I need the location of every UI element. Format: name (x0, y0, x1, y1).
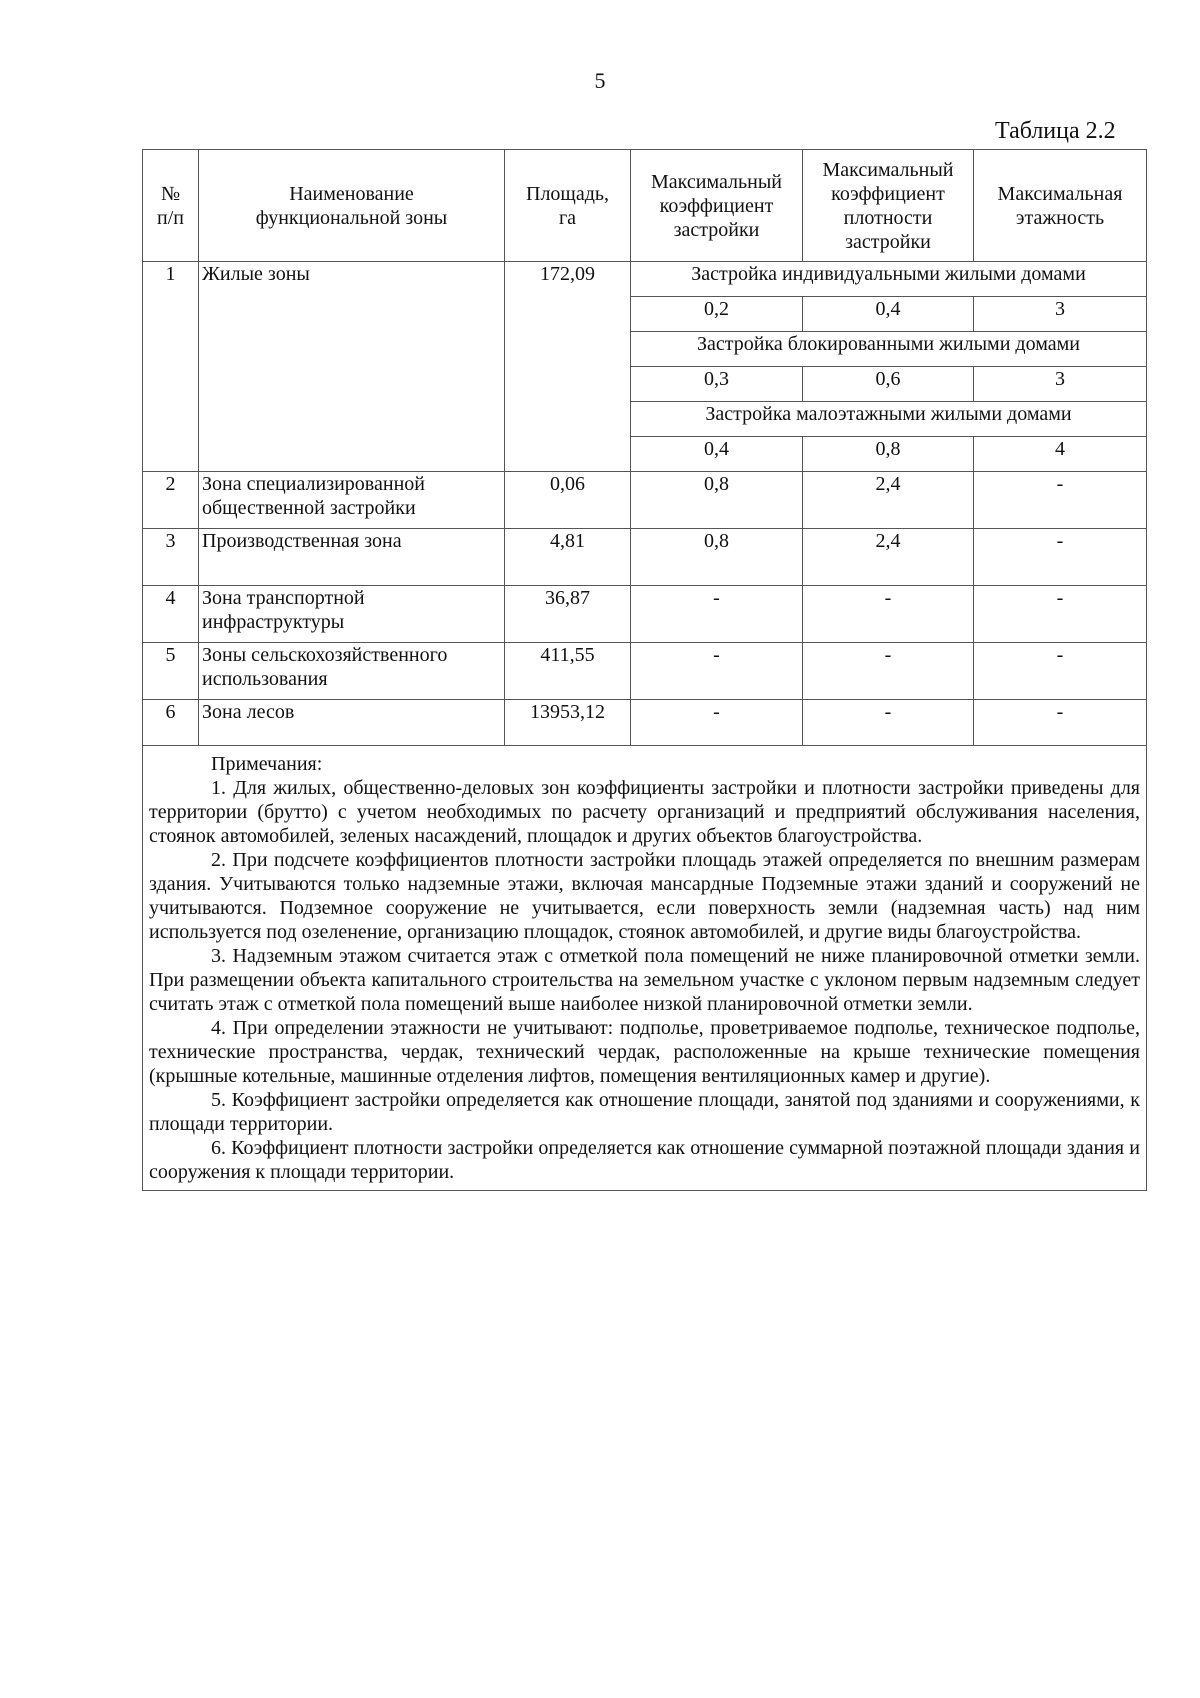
row-area: 411,55 (505, 643, 631, 700)
row-density: 0,6 (803, 367, 974, 402)
row-area: 13953,12 (505, 700, 631, 746)
header-max-coef (631, 150, 803, 262)
row-density: - (803, 643, 974, 700)
row-area: 36,87 (505, 586, 631, 643)
row-coef: 0,4 (631, 437, 803, 472)
zones-table (142, 149, 1147, 1191)
header-area-line: Площадь, (526, 182, 609, 205)
subtype-label: Застройка малоэтажными жилыми домами (631, 402, 1147, 437)
row-zone-name: Зона транспортной инфраструктуры (199, 586, 505, 643)
header-num (143, 150, 199, 262)
header-name-line: функциональной зоны (255, 206, 448, 229)
row-density: - (803, 586, 974, 643)
row-density: 0,4 (803, 297, 974, 332)
header-coef-line: Максимальный (651, 170, 782, 193)
row-num: 6 (143, 700, 199, 746)
note-item: 6. Коэффициент плотности застройки определяется как отношение суммарной поэтажной площади здания и сооружения к площади территории. (149, 1137, 1140, 1183)
header-density-line: коэффициент (831, 182, 945, 205)
note-item: 2. При подсчете коэффициентов плотности застройки площадь этажей определяется по внешним размерам здания. Учитываются только надземные этажи, включая мансардные Подземные этажи зданий и сооружений не учитываются. Подземное сооружение не учитывается, если поверхность земли (надземная часть) над ним используется под озеленение, организацию площадок, стоянок автомобилей, и другие виды благоустройства. (149, 849, 1140, 943)
notes-cell (143, 746, 1147, 1191)
header-row (143, 150, 1147, 262)
row-zone-name: Зоны сельскохозяйственного использования (199, 643, 505, 700)
header-coef-line: застройки (673, 218, 760, 241)
row-coef: 0,3 (631, 367, 803, 402)
page-number: 5 (594, 68, 606, 93)
header-num-line: № (160, 182, 181, 205)
header-floors-line: Максимальная (997, 182, 1123, 205)
row-density: 0,8 (803, 437, 974, 472)
header-density-line: плотности (843, 206, 933, 229)
row-coef: - (631, 643, 803, 700)
note-item: 5. Коэффициент застройки определяется как отношение площади, занятой под зданиями и сооружениями, к площади территории. (149, 1089, 1140, 1135)
row-floors: 3 (974, 297, 1147, 332)
row-coef: - (631, 700, 803, 746)
row-floors: - (974, 643, 1147, 700)
row-num: 4 (143, 586, 199, 643)
subtype-label: Застройка блокированными жилыми домами (631, 332, 1147, 367)
row-zone-name: Зона специализированной общественной застройки (199, 472, 505, 529)
row-zone-name: Производственная зона (199, 529, 505, 586)
note-item: 3. Надземным этажом считается этаж с отметкой пола помещений не ниже планировочной отметки земли. При размещении объекта капитального строительства на земельном участке с уклоном первым надземным следует считать этаж с отметкой пола помещений выше наиболее низкой планировочной отметки земли. (149, 945, 1140, 1015)
header-name-line: Наименование (289, 182, 414, 205)
row-coef: - (631, 586, 803, 643)
row-zone-name: Жилые зоны (199, 262, 505, 472)
row-floors: 3 (974, 367, 1147, 402)
row-density: 2,4 (803, 529, 974, 586)
table-row (143, 700, 1147, 746)
row-floors: 4 (974, 437, 1147, 472)
row-density: - (803, 700, 974, 746)
header-floors-line: этажность (1015, 206, 1105, 229)
row-zone-name: Зона лесов (199, 700, 505, 746)
row-density: 2,4 (803, 472, 974, 529)
row-area: 4,81 (505, 529, 631, 586)
row-floors: - (974, 529, 1147, 586)
row-floors: - (974, 700, 1147, 746)
note-item: 1. Для жилых, общественно-деловых зон коэффициенты застройки и плотности застройки приведены для территории (брутто) с учетом необходимых по расчету организаций и предприятий обслуживания населения, стоянок автомобилей, зеленых насаждений, площадок и других объектов благоустройства. (149, 777, 1140, 847)
notes-row (143, 746, 1147, 1191)
row-area: 172,09 (505, 262, 631, 472)
header-area-line: га (558, 206, 577, 229)
notes-title: Примечания: (211, 753, 323, 775)
header-zone-name (199, 150, 505, 262)
table-row (143, 472, 1147, 529)
row-num: 5 (143, 643, 199, 700)
row-num: 3 (143, 529, 199, 586)
subtype-label: Застройка индивидуальными жилыми домами (631, 262, 1147, 297)
header-area (505, 150, 631, 262)
header-density-line: застройки (845, 230, 931, 253)
row-floors: - (974, 586, 1147, 643)
row-coef: 0,8 (631, 472, 803, 529)
table-row (143, 586, 1147, 643)
row-area: 0,06 (505, 472, 631, 529)
table-row (143, 262, 1147, 297)
header-max-floors (974, 150, 1147, 262)
row-num: 2 (143, 472, 199, 529)
row-coef: 0,8 (631, 529, 803, 586)
row-floors: - (974, 472, 1147, 529)
header-coef-line: коэффициент (659, 194, 774, 217)
table-row (143, 643, 1147, 700)
header-num-line: п/п (157, 206, 184, 229)
row-num: 1 (143, 262, 199, 472)
note-item: 4. При определении этажности не учитывают: подполье, проветриваемое подполье, техническое подполье, технические пространства, чердак, технический чердак, расположенные на крыше технические помещения (крышные котельные, машинные отделения лифтов, помещения вентиляционных камер и другие). (149, 1017, 1140, 1087)
table-row (143, 529, 1147, 586)
header-density-line: Максимальный (822, 158, 954, 181)
row-coef: 0,2 (631, 297, 803, 332)
header-max-density (803, 150, 974, 262)
table-caption: Таблица 2.2 (995, 118, 1116, 144)
